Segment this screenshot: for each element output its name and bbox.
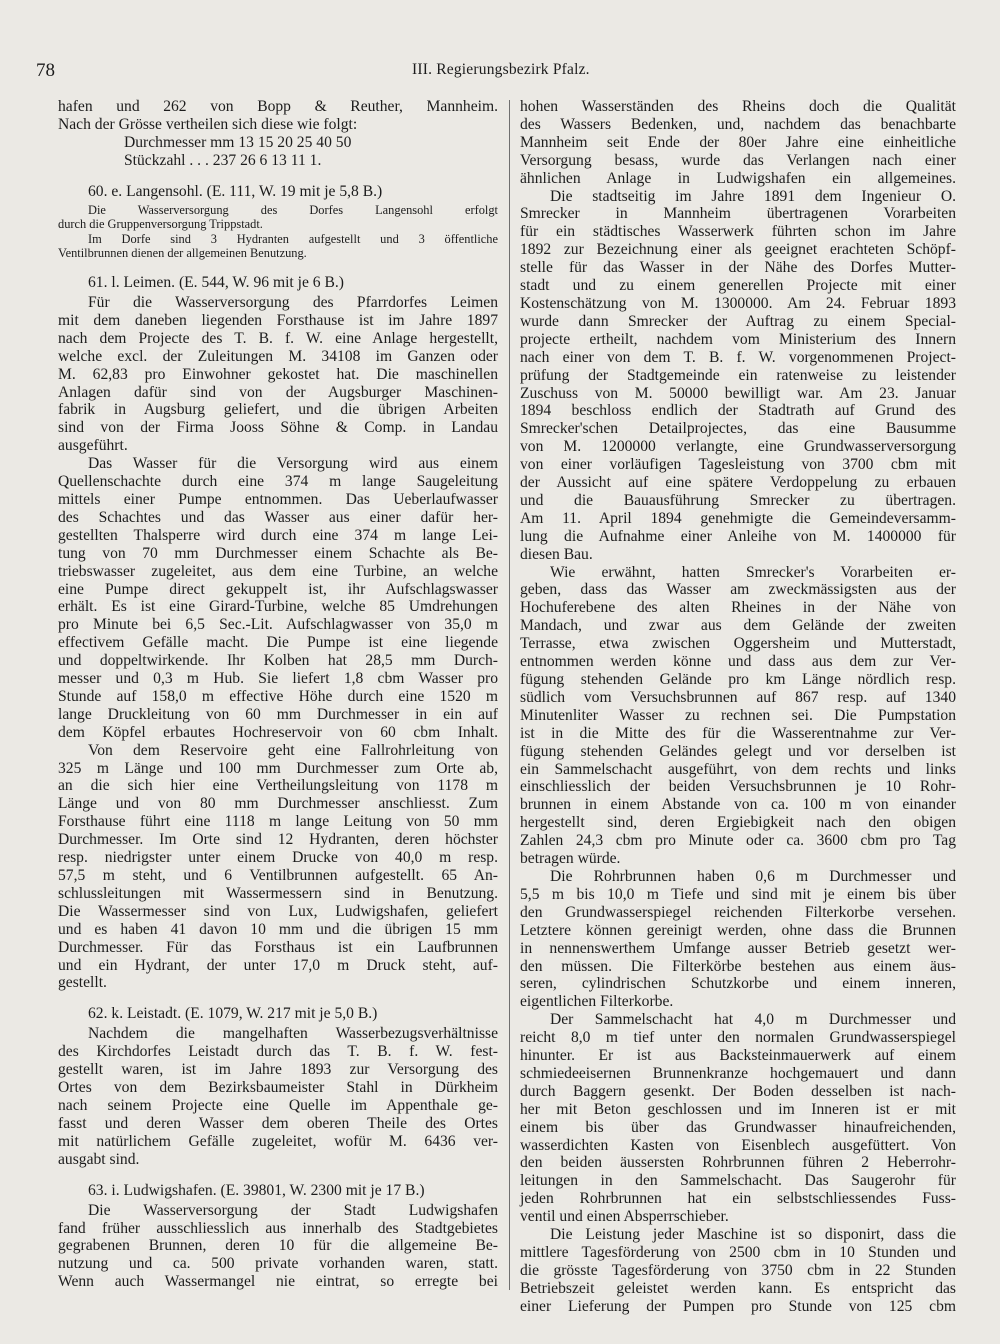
text-line: Betriebszeit geleistet werden kann. Es entspricht das <box>520 1279 956 1297</box>
text-line: mit natürlichem Gefälle zugeleitet, wofür M. 6436 ver- <box>58 1132 498 1150</box>
text-line: stelle für das Wasser in der Nähe des Dorfes Mutter- <box>520 259 956 277</box>
text-line: Versorgung besass, wurde das Verlangen nach einer <box>520 151 956 169</box>
text-line: Für die Wasserversorgung des Pfarrdorfes Leimen <box>88 294 498 311</box>
text-line: Die Leistung jeder Maschine ist so disponirt, dass die <box>550 1226 956 1244</box>
text-line: nutzung und ca. 500 private vorhanden waren, statt. <box>58 1255 498 1273</box>
text-line: her mit Beton geschlossen und im Inneren ist er mit <box>520 1100 956 1118</box>
text-line: schmiedeeisernen Brunnenkranze hochgemauert und dann <box>520 1064 956 1082</box>
text-line: nach dem Projecte des T. B. f. W. eine Anlage hergestellt, <box>58 329 498 347</box>
text-line: effectivem Gefälle macht. Die Pumpe ist eine liegende <box>58 634 498 652</box>
text-line: Zahlen 24,3 cbm pro Minute oder ca. 3600 cbm pro Tag <box>520 832 956 850</box>
text-line: sind von der Firma Jooss Söhne & Comp. in Landau <box>58 419 498 437</box>
paragraph-right-5 <box>520 1226 956 1316</box>
text-line: M. 62,83 pro Einwohner gekostet hat. Die maschinellen <box>58 365 498 383</box>
text-line: Im Dorfe sind 3 Hydranten aufgestellt und 3 öffentliche <box>88 231 498 246</box>
text-line: wurde dann Smrecker der Auftrag zu einem Special- <box>520 312 956 330</box>
text-line: ein Sammelschacht ausgeführt, von dem rechts und links <box>520 760 956 778</box>
running-head: III. Regierungsbezirk Pfalz. <box>412 61 590 78</box>
right-column <box>520 98 956 1316</box>
text-line: ähnlichen Anlage in Ludwigshafen ein allgemeines. <box>520 169 956 187</box>
section-heading-ludwigshafen: 63. i. Ludwigshafen. (E. 39801, W. 2300 mit je 17 B.) <box>88 1181 425 1199</box>
text-line: nach einer von dem T. B. f. W. vorgenommenen Project- <box>520 348 956 366</box>
text-line: und die Bauausführung Smrecker zu übertragen. <box>520 491 956 509</box>
text-line: fügung stehenden Gelände pro km Länge nördlich resp. <box>520 671 956 688</box>
text-line: durch Baggern gesenkt. Der Boden desselben ist nach- <box>520 1082 956 1100</box>
text-line: fügung stehenden Geländes gelegt und vor derselben ist <box>520 742 956 760</box>
text-line: und doppeltwirkende. Ihr Kolben hat 28,5 mm Durch- <box>58 652 498 670</box>
text-line: von einer vorläufigen Tagesleistung von 3700 cbm mit <box>520 456 956 474</box>
text-line: fand früher ausschliesslich aus innerhalb des Stadtgebietes <box>58 1219 498 1237</box>
text-line: eine Pumpe direct gekuppelt ist, ihr Aufschlagswasser <box>58 580 498 598</box>
text-line: Minutenliter Wasser zu rechnen sei. Die Pumpstation <box>520 706 956 724</box>
text-line: stadt und zu einem generellen Projecte mit einer <box>520 277 956 295</box>
text-line: Am 11. April 1894 genehmigte die Gemeindeversamm- <box>520 509 956 527</box>
text-line: gestellt waren, ist im Jahre 1893 zur Versorgung des <box>58 1061 498 1079</box>
text-line: die grösste Tagesförderung von 3750 cbm in 22 Stunden <box>520 1261 956 1279</box>
text-line: den Grundwasserspiegel reichenden Filterkorbe versehen. <box>520 903 956 921</box>
text-line: Forsthause führt eine 1118 m lange Leitung von 50 mm <box>58 813 498 831</box>
text-line: Anlagen dafür sind von der Augsburger Maschinen- <box>58 383 498 401</box>
text-line: dem Köpfel erbautes Hochreservoir von 60 cbm Inhalt. <box>58 723 498 741</box>
text-line: von M. 1200000 verlangte, eine Grundwasserversorgung <box>520 438 956 456</box>
section-body-langensohl <box>58 203 498 261</box>
text-line: Wenn auch Wassermangel nie eintrat, so erregte bei <box>58 1273 498 1291</box>
section-body-ludwigshafen <box>58 1202 498 1292</box>
text-line: tung von 70 mm Durchmesser einem Schachte als Be- <box>58 544 498 562</box>
text-line: wasserdichten Kasten von Eisenblech ausgefüttert. Von <box>520 1136 956 1154</box>
text-line: Durchmesser. Im Orte sind 12 Hydranten, deren höchster <box>58 831 498 849</box>
text-line: durch die Gruppenversorgung Trippstadt. <box>58 217 263 232</box>
table-line: Durchmesser mm 13 15 20 25 40 50 <box>124 133 352 151</box>
section-heading-leistadt: 62. k. Leistadt. (E. 1079, W. 217 mit je 5,0 B.) <box>88 1005 378 1023</box>
text-line: entnommen werden könne und dass aus dem zur Ver- <box>520 653 956 671</box>
text-line: Nachdem die mangelhaften Wasserbezugsverhältnisse <box>88 1025 498 1043</box>
text-line: lange Druckleitung von 60 mm Durchmesser in ein auf <box>58 705 498 723</box>
text-line: Von dem Reservoire geht eine Fallrohrleitung von <box>88 741 498 759</box>
text-line: mittlere Tagesförderung von 2500 cbm in 10 Stunden und <box>520 1244 956 1261</box>
text-line: ausgabt sind. <box>58 1150 140 1168</box>
text-line: betragen würde. <box>520 850 621 868</box>
text-line: ist in die Mitte des für die Wasserentnahme zur Ver- <box>520 724 956 742</box>
section-heading-langensohl: 60. e. Langensohl. (E. 111, W. 19 mit je 5,8 B.) <box>88 182 383 200</box>
text-line: Der Sammelschacht hat 4,0 m Durchmesser und <box>550 1011 956 1029</box>
text-line: leitungen in den Sammelschacht. Das Saugerohr für <box>520 1172 956 1190</box>
text-line: einschliesslich der beiden Versuchsbrunnen je 10 Rohr- <box>520 778 956 796</box>
text-line: fasst und deren Wasser dem oberen Theile des Ortes <box>58 1114 498 1132</box>
text-line: gestellt. <box>58 974 107 992</box>
paragraph-right-4 <box>520 1011 956 1226</box>
text-line: des Kirchdorfes Leistadt durch das T. B. f. W. fest- <box>58 1043 498 1061</box>
text-line: welche excl. der Zuleitungen M. 34108 im Ganzen oder <box>58 347 498 365</box>
paragraph-right-2 <box>520 564 956 868</box>
text-line: schlussleitungen mit Wassermessern sind in Benutzung. <box>58 884 498 902</box>
text-line: nach seinem Projecte eine Quelle im Appenthale ge- <box>58 1096 498 1114</box>
text-line: reicht 8,0 m tief unter den normalen Grundwasserspiegel <box>520 1029 956 1047</box>
column-divider <box>509 100 510 1290</box>
paragraph-right-1 <box>520 98 956 564</box>
text-line: einem bis über das Grundwasser hinaufreichenden, <box>520 1118 956 1136</box>
text-line: an die sich hier eine Vertheilungsleitung von 1178 m <box>58 777 498 795</box>
text-line: fabrik in Augsburg geliefert, und die übrigen Arbeiten <box>58 401 498 419</box>
text-line: 5,5 m bis 10,0 m Tiefe und sind mit je einem bis über <box>520 885 956 903</box>
text-line: ventil und einen Absperrschieber. <box>520 1208 729 1226</box>
text-line: 325 m Länge und 100 mm Durchmesser zum Orte ab, <box>58 759 498 777</box>
text-line: des Wassers Bedenken, und, nachdem das benachbarte <box>520 115 956 133</box>
text-line: Ventilbrunnen dienen der allgemeinen Benutzung. <box>58 246 307 261</box>
text-line: in nennenswerthem Umfange ausser Betrieb gesetzt wer- <box>520 939 956 957</box>
text-line: den beiden äussersten Rohrbrunnen führen 2 Heberrohr- <box>520 1154 956 1172</box>
text-line: Wie erwähnt, hatten Smrecker's Vorarbeiten er- <box>550 563 956 581</box>
text-line: Die Wasserversorgung des Dorfes Langensohl erfolgt <box>88 202 498 217</box>
text-line: Die Rohrbrunnen haben 0,6 m Durchmesser und <box>550 867 956 885</box>
text-line: lung die Aufnahme einer Anleihe von M. 1400000 für <box>520 527 956 545</box>
text-line: Stunde auf 158,0 m effective Höhe durch eine 1520 m <box>58 687 498 705</box>
text-line: für ein städtisches Wasserwerk führten schon im Jahre <box>520 223 956 241</box>
text-line: projecte ertheilt, nachdem vom Ministerium des Innern <box>520 330 956 348</box>
text-line: Die Wassermesser sind von Lux, Ludwigshafen, geliefert <box>58 902 498 920</box>
text-line: pro Minute bei 6,5 Sec.-Lit. Aufschlagwasser von 35,0 m <box>58 616 498 634</box>
paragraph-right-3 <box>520 868 956 1011</box>
text-line: hinunter. Er ist aus Backsteinmauerwerk auf einem <box>520 1047 956 1065</box>
text-line: triebswasser zugeleitet, aus dem eine Turbine, an welche <box>58 562 498 580</box>
text-line: südlich vom Versuchsbrunnen auf 867 resp. auf 1340 <box>520 688 956 706</box>
text-line: Die Wasserversorgung der Stadt Ludwigshafen <box>88 1201 498 1219</box>
text-line: der Aussicht auf eine spätere Verdoppelung zu erbauen <box>520 474 956 492</box>
text-line: Quellenschachte durch eine 374 m lange Saugeleitung <box>58 473 498 491</box>
text-line: ausgeführt. <box>58 437 128 455</box>
text-line: jeden Rohrbrunnen hat ein selbstschliessendes Fuss- <box>520 1190 956 1208</box>
text-line: gestellten Thalsperre wird durch eine 374 m lange Lei- <box>58 526 498 544</box>
text-line: des Schachtes und das Wasser aus einer dafür her- <box>58 508 498 526</box>
text-line: Smrecker'schen Detailprojectes, das eine Bausumme <box>520 420 956 438</box>
text-line: Nach der Grösse vertheilen sich diese wie folgt: <box>58 115 358 133</box>
text-line: hafen und 262 von Bopp & Reuther, Mannheim. <box>58 98 498 115</box>
text-line: Die stadtseitig im Jahre 1891 dem Ingenieur O. <box>550 187 956 205</box>
text-line: Mandach, und zwar aus dem Gelände der zweiten <box>520 617 956 635</box>
text-line: Das Wasser für die Versorgung wird aus einem <box>88 455 498 473</box>
text-line: und es haben 41 davon 10 mm und die übrigen 15 mm <box>58 920 498 938</box>
text-line: mittels einer Pumpe entnommen. Das Ueberlaufwasser <box>58 490 498 508</box>
section-body-leimen <box>58 294 498 992</box>
text-line: 1894 beschloss endlich der Stadtrath auf Grund des <box>520 402 956 420</box>
text-line: Ortes von dem Bezirksbaumeister Stahl in Dürkheim <box>58 1079 498 1097</box>
text-line: seren, cylindrischen Schutzkorbe und einem inneren, <box>520 975 956 993</box>
left-column <box>58 98 498 1291</box>
text-line: Mannheim seit Ende der 80er Jahre eine einheitliche <box>520 133 956 151</box>
text-line: und ein Hydrant, der unter 17,0 m Druck steht, auf- <box>58 956 498 974</box>
text-line: brunnen in einem Abstande von ca. 100 m von einander <box>520 796 956 814</box>
text-line: Durchmesser. Für das Forsthaus ist ein Laufbrunnen <box>58 938 498 956</box>
text-line: Smrecker in Mannheim übertragenen Vorarbeiten <box>520 205 956 223</box>
text-line: Kostenschätzung von M. 1300000. Am 24. Februar 1893 <box>520 294 956 312</box>
section-heading-leimen: 61. l. Leimen. (E. 544, W. 96 mit je 6 B.) <box>88 274 344 291</box>
text-line: Letztere können gereinigt werden, ohne dass die Brunnen <box>520 921 956 939</box>
text-line: 57,5 m steht, und 6 Ventilbrunnen aufgestellt. 65 An- <box>58 867 498 884</box>
text-line: 1892 zur Bezeichnung einer als geeignet erachteten Schöpf- <box>520 241 956 259</box>
text-line: Zuschuss von M. 50000 bewilligt war. Am 23. Januar <box>520 384 956 402</box>
text-line: messer und 0,3 m Hub. Sie liefert 1,8 cbm Wasser pro <box>58 670 498 688</box>
text-line: gegrabenen Brunnen, deren 10 für die allgemeine Be- <box>58 1237 498 1255</box>
text-line: einer Lieferung der Pumpen pro Stunde von 125 cbm <box>520 1297 956 1315</box>
text-line: prüfung der Stadtgemeinde ein ratenweise zu leistender <box>520 366 956 384</box>
text-line: hergestellt sind, deren Ergiebigkeit nach den obigen <box>520 814 956 832</box>
page-number: 78 <box>36 60 55 81</box>
text-line: geben, dass das Wasser am zweckmässigsten aus der <box>520 581 956 599</box>
text-line: resp. niedrigster unter einem Drucke von 40,0 m resp. <box>58 849 498 867</box>
table-line: Stückzahl . . . 237 26 6 13 11 1. <box>124 151 322 169</box>
text-line: diesen Bau. <box>520 545 593 563</box>
text-line: hohen Wasserständen des Rheins doch die Qualität <box>520 98 956 115</box>
text-line: Terrasse, etwa zwischen Oggersheim und Mutterstadt, <box>520 635 956 653</box>
text-line: Hochuferebene des alten Rheines in der Nähe von <box>520 599 956 617</box>
section-body-leistadt <box>58 1025 498 1168</box>
text-line: mit dem daneben liegenden Forsthause ist im Jahre 1897 <box>58 311 498 329</box>
text-line: erhält. Es ist eine Girard-Turbine, welche 85 Umdrehungen <box>58 598 498 616</box>
text-line: den müssen. Die Filterkörbe bestehen aus einem äus- <box>520 957 956 975</box>
text-line: Länge und von 80 mm Durchmesser anschliesst. Zum <box>58 795 498 813</box>
text-line: eigentlichen Filterkorbe. <box>520 993 674 1011</box>
